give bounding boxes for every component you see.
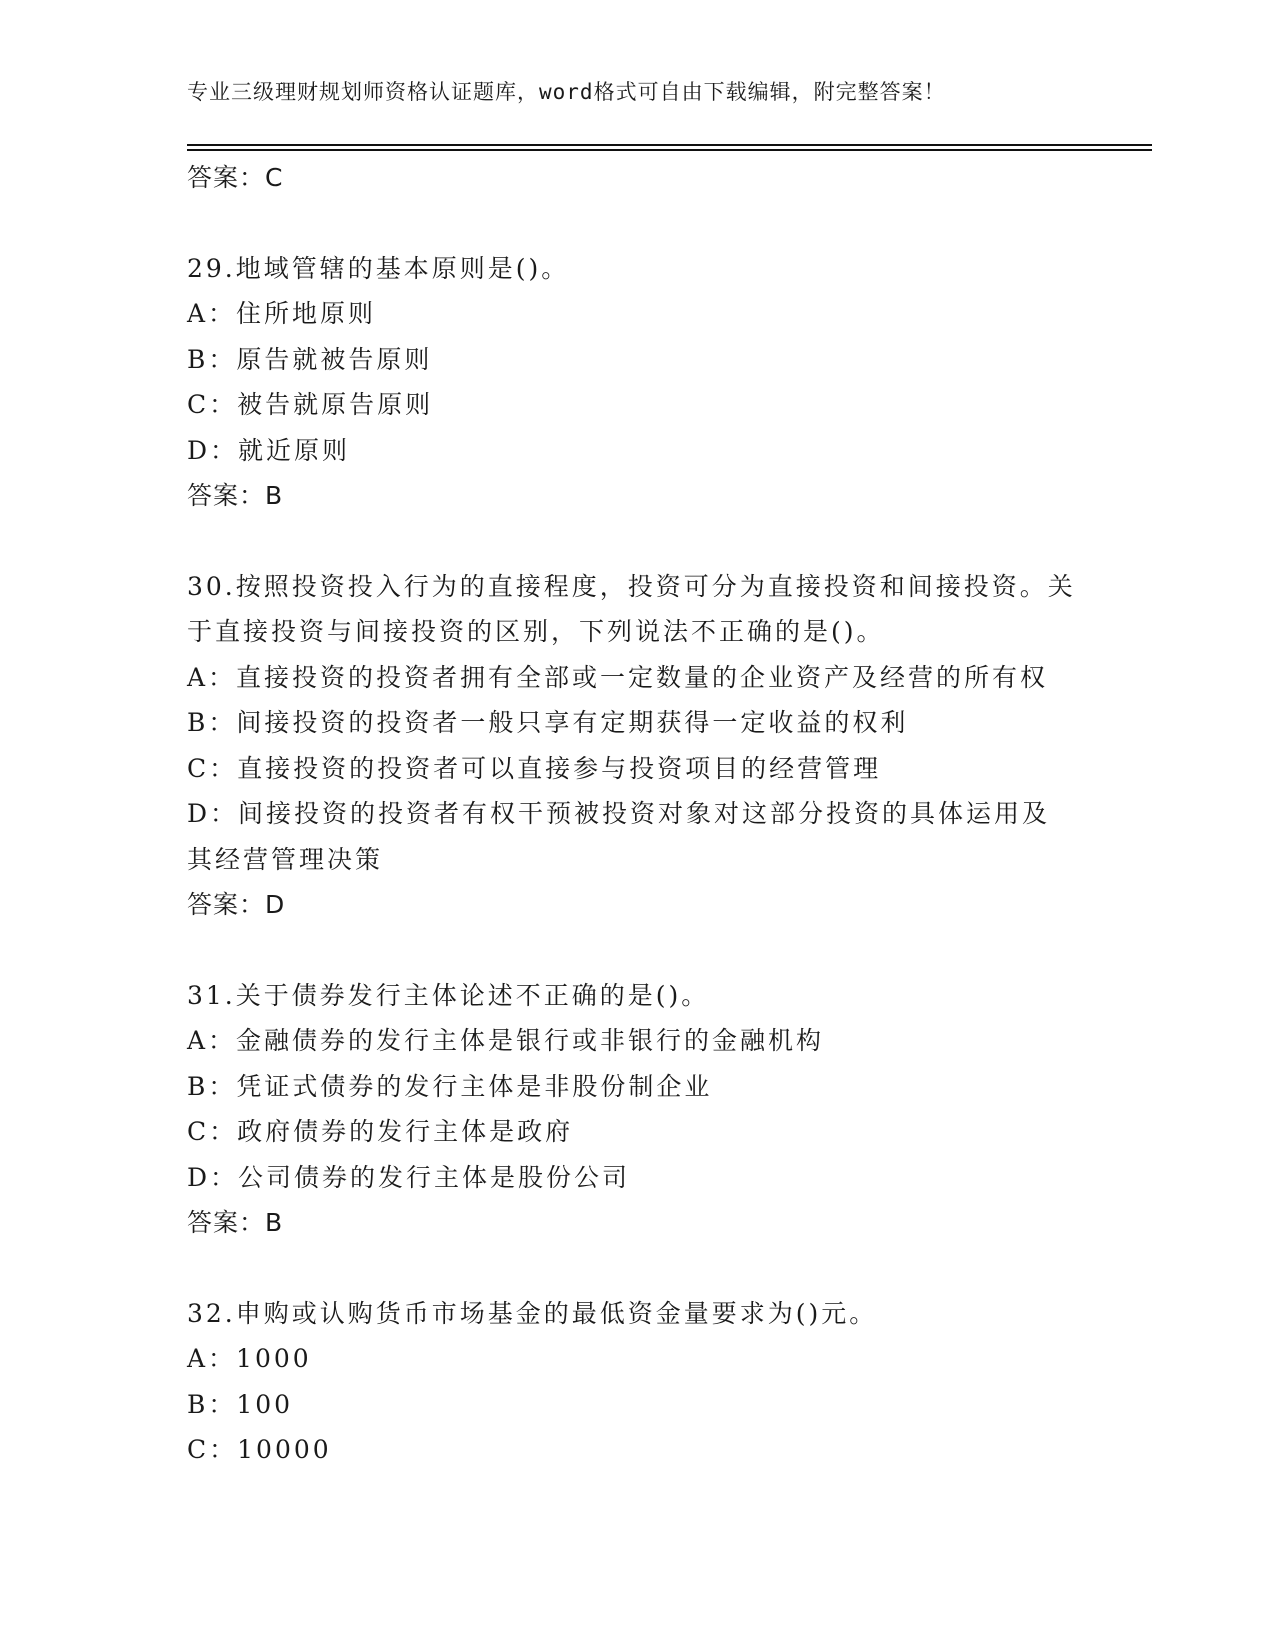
answer-line: 答案：B [187, 1208, 284, 1237]
header-rule-bottom [187, 149, 1152, 151]
option-b: B：凭证式债券的发行主体是非股份制企业 [187, 1071, 713, 1101]
option-a: A：金融债券的发行主体是银行或非银行的金融机构 [187, 1026, 825, 1055]
answer-line: 答案：D [187, 890, 286, 919]
question-prev-answer [187, 155, 1087, 201]
question-29 [187, 246, 1087, 519]
answer-line: 答案：C [187, 163, 284, 192]
option-c: C：直接投资的投资者可以直接参与投资项目的经营管理 [187, 753, 882, 783]
question-stem: 30.按照投资投入行为的直接程度，投资可分为直接投资和间接投资。关于直接投资与间接投资的区别，下列说法不正确的是()。 [187, 571, 1076, 646]
option-c: C：被告就原告原则 [187, 390, 434, 419]
option-d: D：公司债券的发行主体是股份公司 [187, 1162, 631, 1192]
question-stem: 32.申购或认购货币市场基金的最低资金量要求为()元。 [187, 1298, 878, 1328]
option-b: B：100 [187, 1389, 294, 1419]
header-rule-top [187, 144, 1152, 146]
option-a: A：住所地原则 [187, 299, 377, 328]
option-a: A：1000 [187, 1344, 312, 1373]
option-d: D：就近原则 [187, 435, 351, 465]
question-31 [187, 973, 1087, 1246]
option-c: C：10000 [187, 1435, 332, 1464]
option-b: B：间接投资的投资者一般只享有定期获得一定收益的权利 [187, 708, 909, 737]
answer-line: 答案：B [187, 481, 284, 510]
option-b: B：原告就被告原则 [187, 344, 433, 374]
question-30 [187, 564, 1087, 928]
question-stem: 29.地域管辖的基本原则是()。 [187, 253, 570, 283]
question-list [187, 155, 1087, 1518]
question-stem: 31.关于债券发行主体论述不正确的是()。 [187, 980, 710, 1010]
option-a: A：直接投资的投资者拥有全部或一定数量的企业资产及经营的所有权 [187, 662, 1049, 692]
page-header: 专业三级理财规划师资格认证题库，word格式可自由下载编辑，附完整答案！ [187, 80, 946, 104]
question-32 [187, 1291, 1087, 1473]
option-c: C：政府债券的发行主体是政府 [187, 1117, 574, 1146]
option-d: D：间接投资的投资者有权干预被投资对象对这部分投资的具体运用及其经营管理决策 [187, 799, 1051, 874]
